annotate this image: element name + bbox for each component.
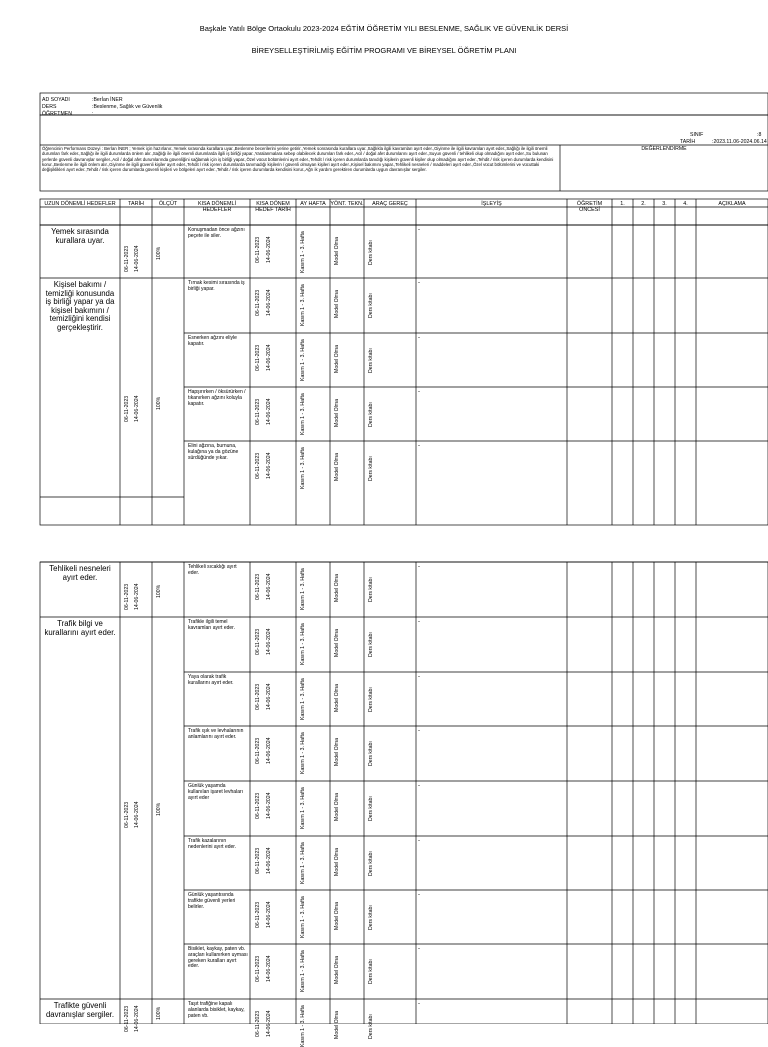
short-target-end: 14-06-2024 xyxy=(266,955,272,982)
material: Ders kitabı xyxy=(368,293,374,318)
method: Model Olma xyxy=(334,345,340,373)
process-dash: - xyxy=(418,389,420,395)
method: Model Olma xyxy=(334,290,340,318)
long-goal: Tehlikeli nesneleri ayırt eder. xyxy=(49,564,111,582)
short-goal: Tırnak kesimi sırasında iş birliği yapar. xyxy=(188,280,245,292)
date-label: TARİH xyxy=(680,139,696,145)
material: Ders kitabı xyxy=(368,577,374,602)
week: Kasım 1 - 3. Hafta xyxy=(300,842,306,884)
long-goal-date-end: 14-06-2024 xyxy=(134,582,140,610)
process-dash: - xyxy=(418,1001,420,1007)
week: Kasım 1 - 3. Hafta xyxy=(300,393,306,435)
short-target-end: 14-06-2024 xyxy=(266,792,272,819)
short-target-end: 14-06-2024 xyxy=(266,901,272,928)
document-subtitle: BİREYSELLEŞTİRİLMİŞ EĞİTİM PROGRAMI VE BİREYSEL ÖĞRETİM PLANI xyxy=(251,46,517,55)
week: Kasım 1 - 3. Hafta xyxy=(300,1005,306,1047)
header-e3: 3. xyxy=(662,201,667,207)
process-dash: - xyxy=(418,946,420,952)
process-dash: - xyxy=(418,892,420,898)
material: Ders kitabı xyxy=(368,402,374,427)
week: Kasım 1 - 3. Hafta xyxy=(300,284,306,326)
header-e2: 2. xyxy=(641,201,646,207)
short-target-start: 06-11-2023 xyxy=(255,847,261,874)
long-goal-date-end: 14-06-2024 xyxy=(134,1004,140,1032)
long-goal: Kişisel bakımı / temizliği konusunda iş birliği yapar ya da kişisel bakımını / temizliğini kendisi gerçekleştirir. xyxy=(45,280,115,332)
material: Ders kitabı xyxy=(368,456,374,481)
short-target-end: 14-06-2024 xyxy=(266,236,272,263)
process-dash: - xyxy=(418,227,420,233)
short-target-end: 14-06-2024 xyxy=(266,737,272,764)
short-target-end: 14-06-2024 xyxy=(266,1010,272,1037)
material: Ders kitabı xyxy=(368,348,374,373)
process-dash: - xyxy=(418,564,420,570)
week: Kasım 1 - 3. Hafta xyxy=(300,732,306,774)
short-target-start: 06-11-2023 xyxy=(255,1010,261,1037)
short-goal: Trafikle ilgili temel kavramları ayırt eder. xyxy=(188,619,235,631)
short-target-start: 06-11-2023 xyxy=(255,737,261,764)
week: Kasım 1 - 3. Hafta xyxy=(300,568,306,610)
short-goal: Tehlikeli sıcaklığı ayırt eder. xyxy=(188,564,237,576)
short-target-end: 14-06-2024 xyxy=(266,573,272,600)
material: Ders kitabı xyxy=(368,741,374,766)
long-goal-date-start: 06-11-2023 xyxy=(124,395,130,422)
long-goal: Trafikte güvenli davranışlar sergiler. xyxy=(45,1001,115,1019)
method: Model Olma xyxy=(334,956,340,984)
method: Model Olma xyxy=(334,237,340,265)
short-goal: Esnerken ağzını eliyle kapatır. xyxy=(188,335,237,347)
long-goal: Trafik bilgi ve kurallarını ayırt eder. xyxy=(44,619,116,637)
short-target-start: 06-11-2023 xyxy=(255,398,261,425)
material: Ders kitabı xyxy=(368,796,374,821)
short-goal: Elini ağzına, burnuna, kulağına ya da gözüne sürdüğünde yıkar. xyxy=(188,443,239,461)
header-e4: 4. xyxy=(683,201,688,207)
date-value: :2023.11.06-2024.06.14 xyxy=(712,139,767,145)
long-goal-criterion: 100% xyxy=(156,246,162,260)
week: Kasım 1 - 3. Hafta xyxy=(300,678,306,720)
process-dash: - xyxy=(418,783,420,789)
material: Ders kitabı xyxy=(368,959,374,984)
short-goal: Taşıt trafiğine kapalı alanlarda bisiklet, kaykay, paten vb. xyxy=(188,1001,245,1019)
material: Ders kitabı xyxy=(368,851,374,876)
name-value: :Berİan İNER xyxy=(92,97,123,103)
material: Ders kitabı xyxy=(368,632,374,657)
short-goal: Trafik ışık ve levhalarının anlamlarını ayırt eder. xyxy=(188,728,244,740)
short-target-end: 14-06-2024 xyxy=(266,344,272,371)
long-goal-date-end: 14-06-2024 xyxy=(134,394,140,422)
week: Kasım 1 - 3. Hafta xyxy=(300,896,306,938)
short-target-start: 06-11-2023 xyxy=(255,344,261,371)
short-target-start: 06-11-2023 xyxy=(255,792,261,819)
short-target-start: 06-11-2023 xyxy=(255,955,261,982)
header-notes: AÇIKLAMA xyxy=(718,201,746,207)
teacher-value: : xyxy=(92,111,94,117)
header-e1: 1. xyxy=(620,201,625,207)
long-goal-date-start: 06-11-2023 xyxy=(124,1005,130,1032)
method: Model Olma xyxy=(334,453,340,481)
class-label: SINIF xyxy=(690,132,704,138)
short-target-start: 06-11-2023 xyxy=(255,573,261,600)
long-goal-date-start: 06-11-2023 xyxy=(124,801,130,828)
long-goal-date-end: 14-06-2024 xyxy=(134,801,140,828)
document-title: Başkale Yatılı Bölge Ortaokulu 2023-2024 EĞTİM ÖĞRETİM YILI BESLENME, SAĞLIK VE GÜVENLİK DERSİ xyxy=(199,24,569,33)
short-target-start: 06-11-2023 xyxy=(255,628,261,655)
short-goal: Günlük yaşantısında trafikte güvenli yerleri belirler. xyxy=(188,892,236,910)
week: Kasım 1 - 3. Hafta xyxy=(300,231,306,273)
long-goal-criterion: 100% xyxy=(156,1006,162,1020)
short-target-end: 14-06-2024 xyxy=(266,452,272,479)
short-target-end: 14-06-2024 xyxy=(266,847,272,874)
header-date: TARİH xyxy=(128,201,144,207)
evaluation-header: DEĞERLENDİRME xyxy=(641,146,687,152)
material: Ders kitabı xyxy=(368,905,374,930)
method: Model Olma xyxy=(334,684,340,712)
process-dash: - xyxy=(418,674,420,680)
header-pre-teaching: ÖĞRETİM ÖNCESİ xyxy=(576,201,603,213)
long-goal-date-end: 14-06-2024 xyxy=(134,244,140,272)
short-target-end: 14-06-2024 xyxy=(266,628,272,655)
process-dash: - xyxy=(418,619,420,625)
short-goal: Günlük yaşamda kullanılan işaret levhaları ayırt eder xyxy=(188,783,244,801)
short-target-end: 14-06-2024 xyxy=(266,683,272,710)
performance-text: Öğrencinin Performans Düzeyi : Berİan İNER ; Yemek için hazırlanır.,Yemek sırasında kurallara uyar.,Beslenme becerilerini yerine getirir.,Yemek sonrasında kurallara uyar.,Sağlıkla ilgili kavramları ayırt eder.,Giyinme ile ilgili kavramları ayırt eder.,Sağlığı ile ilgili önemli durumları fark eder.,Sağlığı ile ilgili durumlarda önlem alır.,Sağlığı ile ilgili önemli durumlarda ilgili iş birliği yapar.,Yaralanmalara sebep olabilecek durumları fark eder.,Acil / doğal afet durumlarını ayırt eder.,Suyun güvenli / tehlikeli olup olmadığını ayırt eder.,Su bulunan yerlerde güvenli davranışlar sergiler.,Acil / doğal afet durumlarında güvenliğini sağlamak için iş birliği yapar.,Özel vücut bölümlerini ayırt eder.,Tehdit / risk içeren durumlarda tanıdığı kişilerin güvenli kişiler olup olmadığını ayırt eder.,Tehdit / risk içeren durumlarda kendisini korur.,Beslenme ile ilgili önlem alır.,Giyinme ile ilgili güvenli kişiler ayırt eder.,Tehdit / risk içeren durumlarda tanımadığı kişilerin / güvenli olmayan kişileri ayırt eder.,Kişisel bakımını yapar.,Tehlikeli nesneleri / maddeleri ayırt eder.,Özel vücut bölümlerini ve vücuttaki değişiklikleri ayırt eder.,Tehdit / risk içeren durumlarda güvenli kişileri ve bölgeleri ayırt eder.,Tehdit / risk içeren durumlarda kendisini korur.,Ağrı ik yardım gerektiren durumlarda uygun davranışlar sergiler. xyxy=(42,146,554,173)
short-target-start: 06-11-2023 xyxy=(255,452,261,479)
class-value: :8 xyxy=(757,132,762,138)
header-process: İŞLEYİŞ xyxy=(481,201,502,207)
week: Kasım 1 - 3. Hafta xyxy=(300,447,306,489)
header-month-week: AY HAFTA xyxy=(300,201,326,207)
method: Model Olma xyxy=(334,574,340,602)
short-goal: Trafik kazalarının nedenlerini ayırt eder. xyxy=(188,838,237,850)
header-long-goals: UZUN DÖNEMLİ HEDEFLER xyxy=(44,201,116,207)
long-goal: Yemek sırasında kurallara uyar. xyxy=(51,227,109,245)
header-method: YÖNT. TEKN. xyxy=(330,201,364,207)
method: Model Olma xyxy=(334,848,340,876)
short-goal: Yaya olarak trafik kurallarını ayırt eder. xyxy=(188,674,234,686)
short-target-end: 14-06-2024 xyxy=(266,289,272,316)
course-value: :Beslenme, Sağlık ve Güvenlik xyxy=(92,104,163,110)
week: Kasım 1 - 3. Hafta xyxy=(300,623,306,665)
material: Ders kitabı xyxy=(368,1014,374,1039)
short-target-start: 06-11-2023 xyxy=(255,236,261,263)
method: Model Olma xyxy=(334,902,340,930)
process-dash: - xyxy=(418,335,420,341)
short-target-start: 06-11-2023 xyxy=(255,683,261,710)
short-target-start: 06-11-2023 xyxy=(255,901,261,928)
method: Model Olma xyxy=(334,399,340,427)
week: Kasım 1 - 3. Hafta xyxy=(300,787,306,829)
header-criterion: ÖLÇÜT xyxy=(158,201,178,207)
header-material: ARAÇ GEREÇ xyxy=(372,201,408,207)
method: Model Olma xyxy=(334,1011,340,1039)
process-dash: - xyxy=(418,280,420,286)
long-goal-criterion: 100% xyxy=(156,802,162,816)
material: Ders kitabı xyxy=(368,240,374,265)
week: Kasım 1 - 3. Hafta xyxy=(300,950,306,992)
week: Kasım 1 - 3. Hafta xyxy=(300,339,306,381)
material: Ders kitabı xyxy=(368,687,374,712)
teacher-label: ÖĞRETMEN xyxy=(42,111,72,117)
long-goal-criterion: 100% xyxy=(156,396,162,410)
header-short-target: KISA DÖNEM HEDEF TARİH xyxy=(255,201,291,213)
process-dash: - xyxy=(418,443,420,449)
process-dash: - xyxy=(418,838,420,844)
long-goal-date-start: 06-11-2023 xyxy=(124,245,130,272)
short-target-end: 14-06-2024 xyxy=(266,398,272,425)
long-goal-date-start: 06-11-2023 xyxy=(124,583,130,610)
course-label: DERS xyxy=(42,104,57,110)
short-goal: Hapşırırken / öksürürken / tıkanırken ağzını koluyla kapatır. xyxy=(188,389,246,407)
process-dash: - xyxy=(418,728,420,734)
short-goal: Bisiklet, kaykay, paten vb. araçları kullanırken uyması gereken kuralları ayırt eder. xyxy=(188,946,248,970)
long-goal-criterion: 100% xyxy=(156,584,162,598)
method: Model Olma xyxy=(334,629,340,657)
header-short-goals: KISA DÖNEMLİ HEDEFLER xyxy=(197,201,237,213)
method: Model Olma xyxy=(334,793,340,821)
name-label: AD SOYADI xyxy=(42,97,70,103)
short-goal: Konuşmadan önce ağzını peçete ile siler. xyxy=(188,227,245,239)
short-target-start: 06-11-2023 xyxy=(255,289,261,316)
method: Model Olma xyxy=(334,738,340,766)
